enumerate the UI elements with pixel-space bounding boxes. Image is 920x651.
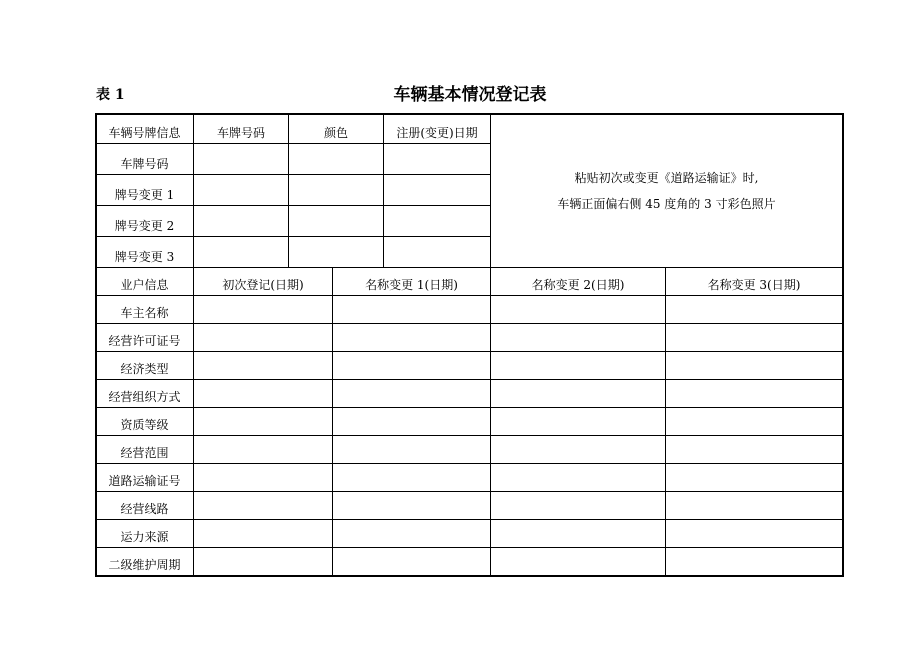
owner-cell[interactable]: [194, 492, 333, 520]
plate-cell[interactable]: [289, 175, 384, 206]
owner-cell[interactable]: [491, 352, 666, 380]
plate-header-2: 车牌号码: [194, 114, 289, 144]
owner-cell[interactable]: [194, 352, 333, 380]
owner-cell[interactable]: [666, 352, 843, 380]
owner-cell[interactable]: [333, 548, 491, 576]
plate-cell[interactable]: [384, 206, 491, 237]
owner-header-4: 名称变更 2(日期): [491, 268, 666, 296]
owner-row-label: 运力来源: [96, 520, 194, 548]
plate-cell[interactable]: [194, 237, 289, 268]
plate-row-label: 车牌号码: [96, 144, 194, 175]
owner-cell[interactable]: [666, 548, 843, 576]
page-title: 车辆基本情况登记表: [393, 85, 547, 105]
plate-row-label: 牌号变更 2: [96, 206, 194, 237]
owner-cell[interactable]: [194, 436, 333, 464]
owner-cell[interactable]: [666, 464, 843, 492]
photo-instruction-line-1: 粘贴初次或变更《道路运输证》时,: [574, 170, 759, 185]
owner-cell[interactable]: [333, 408, 491, 436]
plate-header-1: 车辆号牌信息: [96, 114, 194, 144]
owner-cell[interactable]: [491, 464, 666, 492]
owner-cell[interactable]: [491, 296, 666, 324]
owner-cell[interactable]: [491, 492, 666, 520]
owner-cell[interactable]: [666, 520, 843, 548]
owner-cell[interactable]: [491, 408, 666, 436]
owner-cell[interactable]: [333, 436, 491, 464]
plate-cell[interactable]: [384, 175, 491, 206]
owner-cell[interactable]: [666, 296, 843, 324]
plate-cell[interactable]: [194, 175, 289, 206]
owner-cell[interactable]: [666, 436, 843, 464]
owner-cell[interactable]: [333, 380, 491, 408]
owner-cell[interactable]: [333, 296, 491, 324]
plate-row-label: 牌号变更 1: [96, 175, 194, 206]
plate-cell[interactable]: [384, 237, 491, 268]
owner-row-label: 经营范围: [96, 436, 194, 464]
owner-row-label: 车主名称: [96, 296, 194, 324]
owner-cell[interactable]: [194, 296, 333, 324]
owner-cell[interactable]: [333, 324, 491, 352]
owner-cell[interactable]: [666, 380, 843, 408]
owner-cell[interactable]: [666, 492, 843, 520]
owner-row-label: 道路运输证号: [96, 464, 194, 492]
owner-row-label: 经营许可证号: [96, 324, 194, 352]
plate-cell[interactable]: [194, 206, 289, 237]
owner-cell[interactable]: [194, 464, 333, 492]
owner-row-label: 经营线路: [96, 492, 194, 520]
owner-cell[interactable]: [194, 548, 333, 576]
owner-cell[interactable]: [491, 324, 666, 352]
photo-instruction-line-2: 车辆正面偏右侧 45 度角的 3 寸彩色照片: [557, 196, 776, 211]
owner-cell[interactable]: [491, 436, 666, 464]
owner-cell[interactable]: [666, 324, 843, 352]
owner-cell[interactable]: [333, 492, 491, 520]
owner-row-label: 经营组织方式: [96, 380, 194, 408]
owner-row-label: 二级维护周期: [96, 548, 194, 576]
owner-cell[interactable]: [194, 520, 333, 548]
owner-row-label: 经济类型: [96, 352, 194, 380]
owner-cell[interactable]: [491, 520, 666, 548]
plate-cell[interactable]: [289, 206, 384, 237]
owner-header-3: 名称变更 1(日期): [333, 268, 491, 296]
photo-paste-area: [491, 114, 843, 268]
owner-cell[interactable]: [491, 380, 666, 408]
owner-header-1: 业户信息: [96, 268, 194, 296]
owner-cell[interactable]: [666, 408, 843, 436]
plate-cell[interactable]: [194, 144, 289, 175]
plate-row-label: 牌号变更 3: [96, 237, 194, 268]
plate-cell[interactable]: [289, 237, 384, 268]
owner-header-5: 名称变更 3(日期): [666, 268, 843, 296]
plate-header-4: 注册(变更)日期: [384, 114, 491, 144]
owner-cell[interactable]: [194, 324, 333, 352]
owner-cell[interactable]: [333, 464, 491, 492]
plate-cell[interactable]: [384, 144, 491, 175]
plate-header-3: 颜色: [289, 114, 384, 144]
owner-cell[interactable]: [333, 520, 491, 548]
owner-row-label: 资质等级: [96, 408, 194, 436]
owner-cell[interactable]: [194, 408, 333, 436]
owner-header-2: 初次登记(日期): [194, 268, 333, 296]
owner-cell[interactable]: [333, 352, 491, 380]
owner-cell[interactable]: [194, 380, 333, 408]
owner-cell[interactable]: [491, 548, 666, 576]
plate-cell[interactable]: [289, 144, 384, 175]
table-number: 表 1: [96, 87, 125, 103]
